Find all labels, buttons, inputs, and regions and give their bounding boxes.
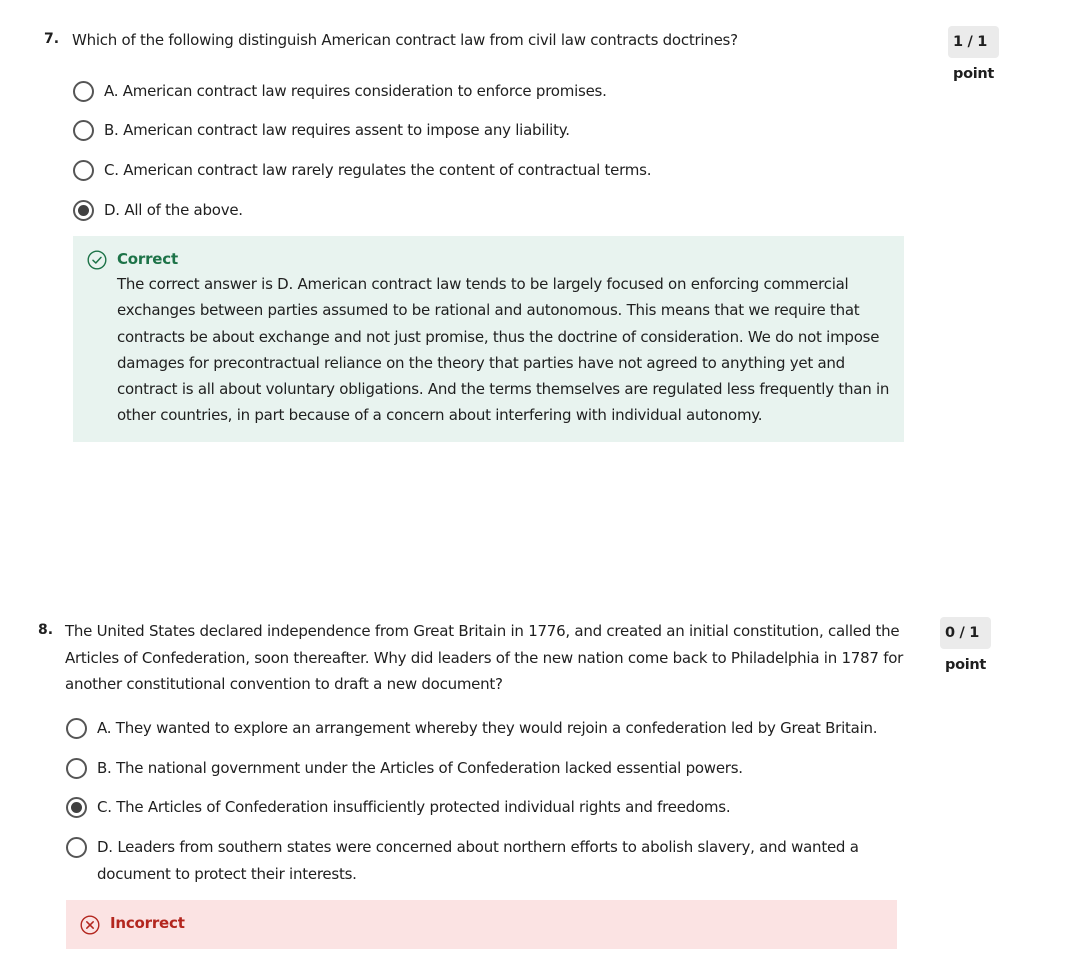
option-label: C. American contract law rarely regulates the content of contractual terms. [104, 161, 652, 179]
check-circle-icon [87, 250, 107, 270]
option-label: A. They wanted to explore an arrangement whereby they would rejoin a confederation led by Great Britain. [97, 719, 878, 737]
option-label: B. American contract law requires assent to impose any liability. [104, 121, 570, 139]
radio-button[interactable] [73, 160, 94, 181]
option-label: D. All of the above. [104, 201, 243, 219]
option-b[interactable] [65, 755, 895, 781]
x-circle-icon [80, 915, 100, 935]
option-a[interactable] [65, 715, 895, 741]
feedback-correct [73, 236, 904, 442]
radio-button[interactable] [66, 758, 87, 779]
radio-button-selected[interactable] [73, 200, 94, 221]
radio-button[interactable] [73, 120, 94, 141]
score-badge: 0 / 1 point [940, 617, 991, 649]
feedback-status: Correct [117, 250, 178, 268]
question-number: 7. [44, 31, 60, 47]
radio-button-selected[interactable] [66, 797, 87, 818]
question-prompt: Which of the following distinguish American contract law from civil law contracts doctrines? [72, 31, 738, 49]
option-label: B. The national government under the Articles of Confederation lacked essential powers. [97, 759, 743, 777]
option-label: D. Leaders from southern states were concerned about northern efforts to abolish slavery, and wanted a document to protect their interests. [97, 838, 859, 883]
radio-button[interactable] [66, 718, 87, 739]
option-d[interactable] [72, 197, 872, 223]
question-prompt: The United States declared independence from Great Britain in 1776, and created an initial constitution, called the Articles of Confederation, soon thereafter. Why did leaders of the new nation come back to Philadelphia in 1787 for another constitutional convention to draft a new document? [65, 622, 904, 693]
option-label: A. American contract law requires consideration to enforce promises. [104, 82, 607, 100]
radio-button[interactable] [73, 81, 94, 102]
option-b[interactable] [72, 117, 872, 143]
radio-button[interactable] [66, 837, 87, 858]
option-d[interactable] [65, 834, 895, 888]
feedback-status: Incorrect [110, 914, 185, 932]
feedback-incorrect [66, 900, 897, 949]
option-label: C. The Articles of Confederation insufficiently protected individual rights and freedoms. [97, 798, 731, 816]
question-number: 8. [38, 622, 54, 638]
option-c[interactable] [72, 157, 872, 183]
score-badge: 1 / 1 point [948, 26, 999, 58]
option-a[interactable] [72, 78, 872, 104]
option-c[interactable] [65, 794, 895, 820]
feedback-explanation: The correct answer is D. American contract law tends to be largely focused on enforcing commercial exchanges between parties assumed to be rational and autonomous. This means that we require that contracts be about exchange and not just promise, thus the doctrine of consideration. We do not impose damages for precontractual reliance on the theory that parties have not agreed to anything yet and contract is all about voluntary obligations. And the terms themselves are regulated less frequently than in other countries, in part because of a concern about interfering with individual autonomy. [117, 275, 890, 425]
